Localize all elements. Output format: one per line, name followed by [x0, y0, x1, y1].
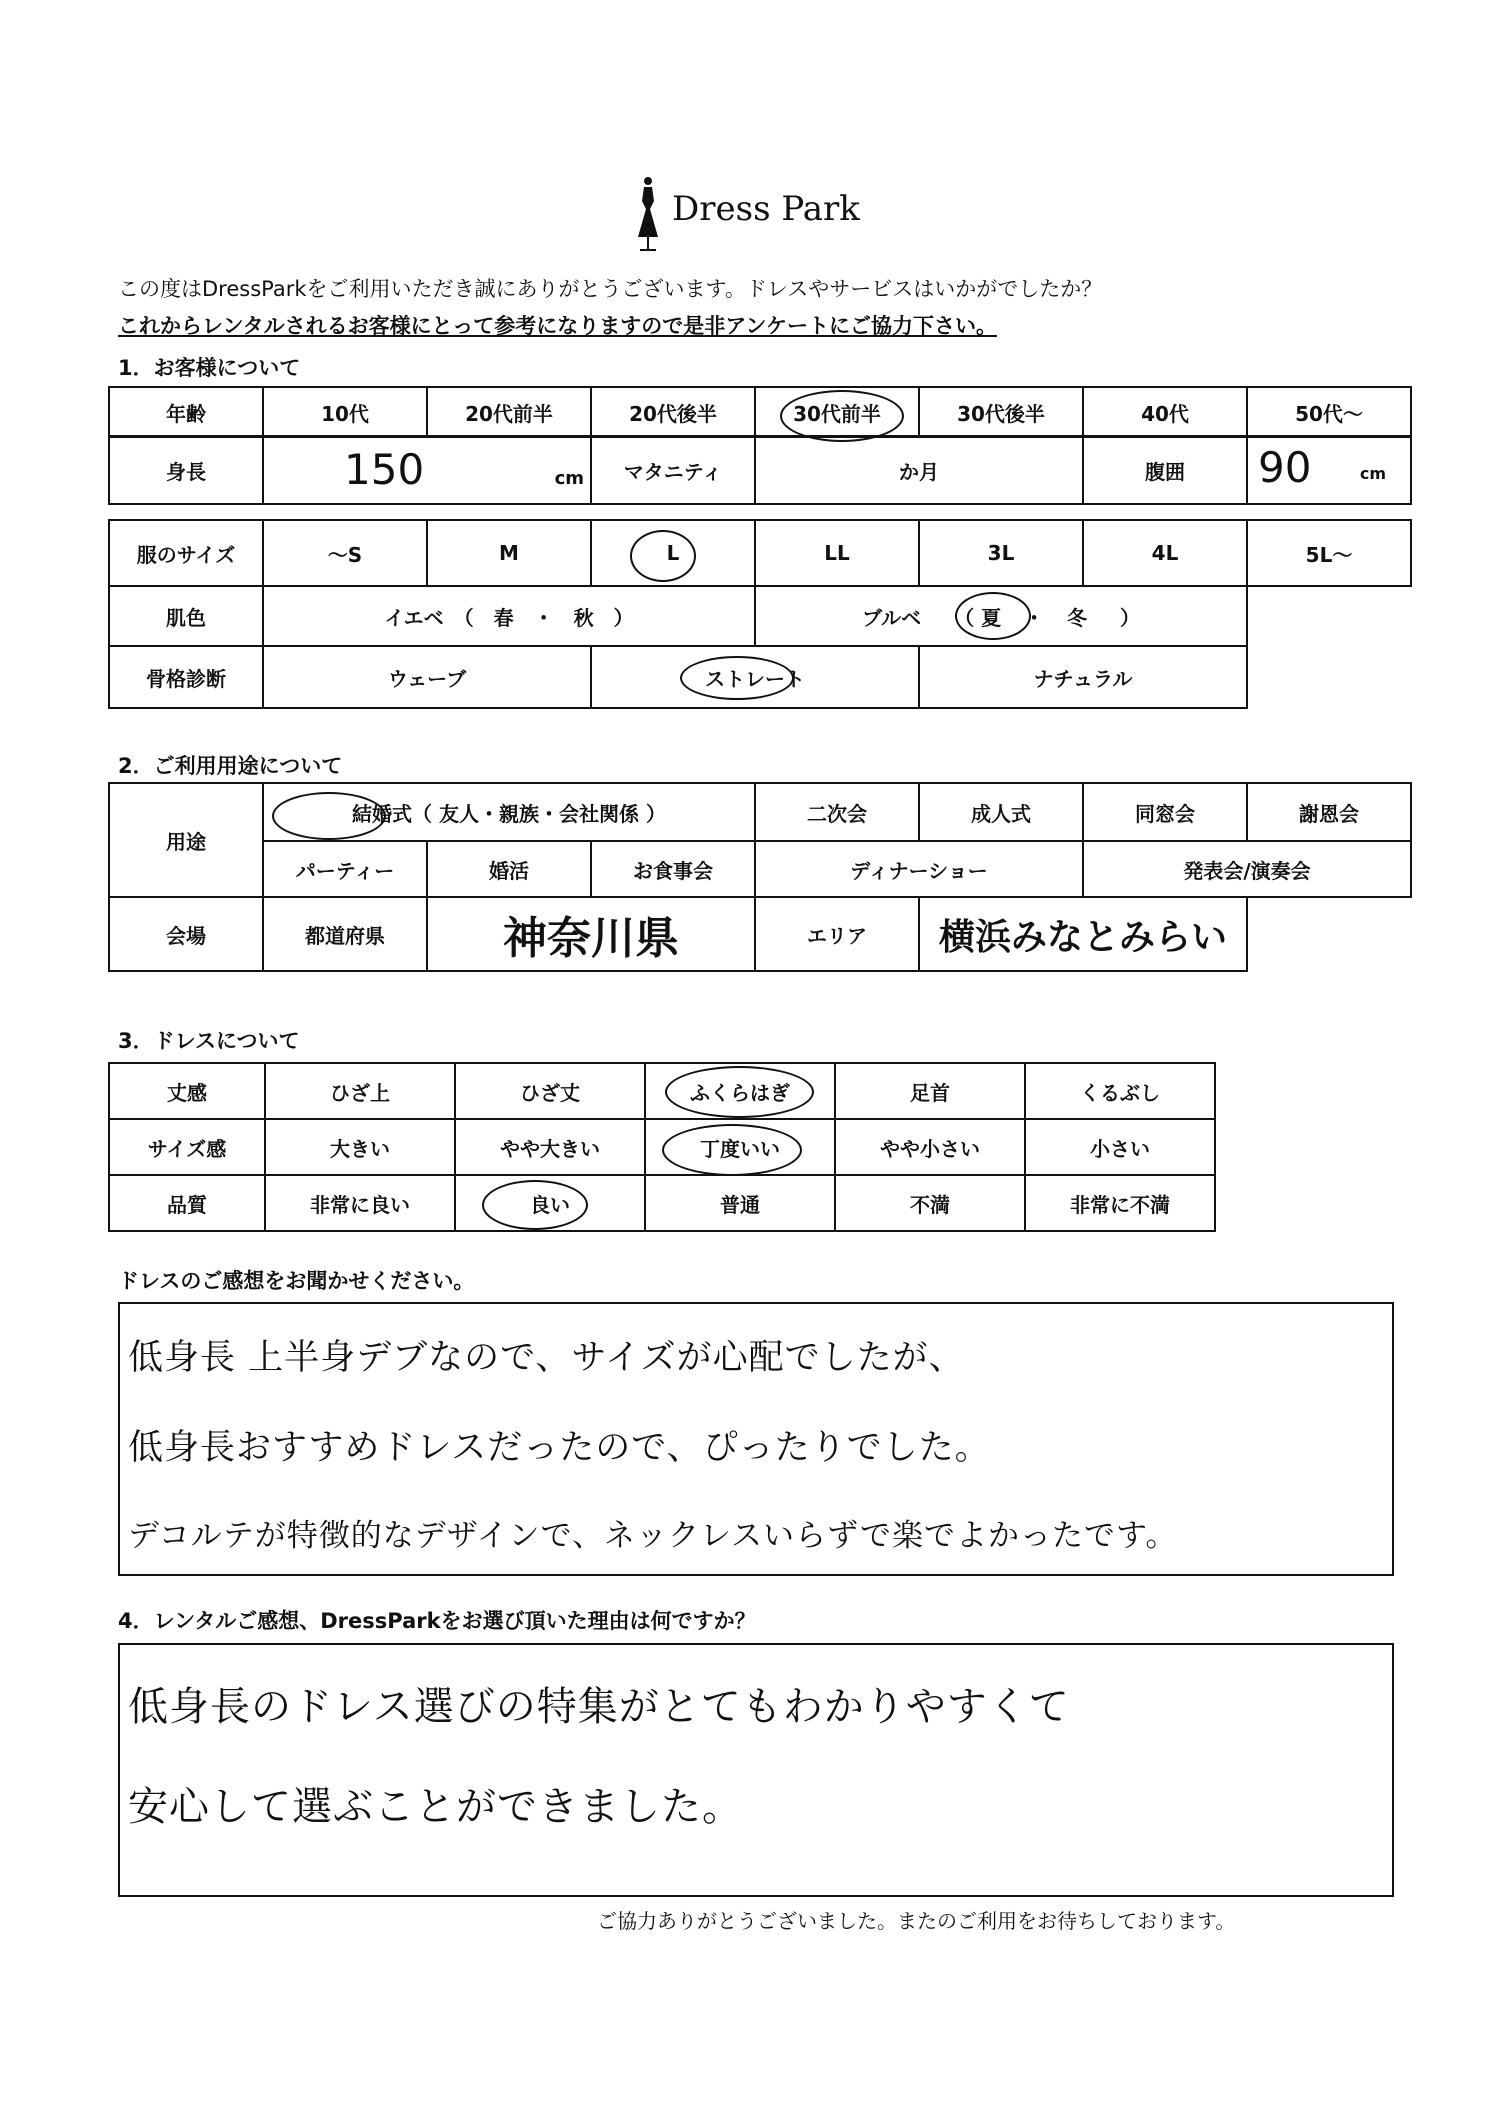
purpose-option[interactable]: 謝恩会 [1247, 783, 1411, 841]
fit-option[interactable]: やや大きい [455, 1119, 645, 1175]
size-option[interactable]: 4L [1083, 520, 1247, 586]
purpose-option[interactable]: 発表会/演奏会 [1083, 841, 1411, 897]
size-option[interactable]: ～S [263, 520, 427, 586]
purpose-table [108, 782, 1412, 898]
purpose-wedding: 結婚式 [352, 801, 413, 826]
area-label: エリア [755, 897, 919, 971]
height-label: 身長 [109, 436, 263, 504]
skin-label: 肌色 [109, 586, 263, 646]
section4-title: 4．レンタルご感想、DressParkをお選び頂いた理由は何ですか？ [118, 1609, 756, 1633]
length-option[interactable]: 足首 [835, 1063, 1025, 1119]
dress-table [108, 1062, 1216, 1232]
frame-option[interactable]: ウェーブ [263, 646, 591, 708]
waist-label: 腹囲 [1083, 436, 1247, 504]
purpose-option[interactable]: ディナーショー [755, 841, 1083, 897]
dress-form-icon [630, 175, 666, 255]
skin-blue-winter: 冬 [1067, 605, 1088, 630]
size-label: 服のサイズ [109, 520, 263, 586]
length-option[interactable]: ひざ丈 [455, 1063, 645, 1119]
purpose-option[interactable]: パーティー [263, 841, 427, 897]
purpose-label: 用途 [109, 783, 263, 897]
frame-option-selected[interactable]: ストレート [591, 646, 919, 708]
prefecture-label: 都道府県 [263, 897, 427, 971]
quality-option-selected[interactable]: 良い [455, 1175, 645, 1231]
fit-option[interactable]: 小さい [1025, 1119, 1215, 1175]
height-table [108, 435, 1412, 505]
prefecture-value[interactable]: 神奈川県 [427, 897, 755, 971]
height-field[interactable] [263, 436, 591, 504]
skin-blue-paren: ） [1120, 605, 1141, 630]
impressions-title: ドレスのご感想をお聞かせください。 [118, 1269, 475, 1293]
section2-title: 2．ご利用用途について [118, 754, 343, 778]
fit-label: サイズ感 [109, 1119, 265, 1175]
dresspark-logo [630, 175, 890, 255]
section3-title: 3．ドレスについて [118, 1029, 300, 1053]
age-option-selected[interactable]: 30代前半 [755, 387, 919, 437]
age-row [109, 387, 1411, 437]
footer-thanks: ご協力ありがとうございました。またのご利用をお待ちしております。 [597, 1909, 1236, 1933]
frame-label: 骨格診断 [109, 646, 263, 708]
frame-table [108, 645, 1251, 709]
impression-line: 低身長おすすめドレスだったので、ぴったりでした。 [128, 1428, 991, 1468]
age-option[interactable]: 30代後半 [919, 387, 1083, 437]
purpose-wedding-sub: （ 友人・親族・会社関係 ） [412, 801, 666, 826]
maternity-label: マタニティ [591, 436, 755, 504]
skin-blue-paren: （ [954, 605, 975, 630]
length-option-selected[interactable]: ふくらはぎ [645, 1063, 835, 1119]
age-option[interactable]: 20代前半 [427, 387, 591, 437]
reason-line: 安心して選ぶことができました。 [128, 1784, 743, 1830]
age-option[interactable]: 20代後半 [591, 387, 755, 437]
size-option[interactable]: M [427, 520, 591, 586]
area-value[interactable]: 横浜みなとみらい [919, 897, 1247, 971]
skin-blue-separator: ・ [1024, 605, 1045, 630]
size-option[interactable]: 3L [919, 520, 1083, 586]
venue-label: 会場 [109, 897, 263, 971]
purpose-option[interactable]: 同窓会 [1083, 783, 1247, 841]
intro-request: これからレンタルされるお客様にとって参考になりますので是非アンケートにご協力下さい。 [118, 314, 997, 338]
impression-line: デコルテが特徴的なデザインで、ネックレスいらずで楽でよかったです。 [128, 1518, 1178, 1554]
waist-value: 90 [1258, 443, 1312, 492]
intro-text: この度はDressParkをご利用いただき誠にありがとうございます。ドレスやサービスはいかがでしたか？ [118, 277, 1103, 301]
skin-blue-label: ブルベ [861, 605, 922, 630]
purpose-option[interactable]: お食事会 [591, 841, 755, 897]
fit-option[interactable]: やや小さい [835, 1119, 1025, 1175]
quality-option[interactable]: 非常に良い [265, 1175, 455, 1231]
size-option[interactable]: LL [755, 520, 919, 586]
purpose-wedding-option[interactable] [263, 783, 755, 841]
skin-yellow-option[interactable]: イエベ （ 春 ・ 秋 ） [263, 586, 755, 646]
frame-option[interactable]: ナチュラル [919, 646, 1247, 708]
skin-blue-summer: 夏 [981, 605, 1002, 630]
size-option-selected[interactable]: L [591, 520, 755, 586]
waist-field[interactable] [1247, 436, 1411, 504]
spacer [1247, 586, 1251, 646]
skin-blue-option[interactable] [755, 586, 1247, 646]
section1-title: 1．お客様について [118, 356, 301, 380]
maternity-months-field[interactable]: か月 [755, 436, 1083, 504]
age-option[interactable]: 50代～ [1247, 387, 1411, 437]
age-label: 年齢 [109, 387, 263, 437]
quality-label: 品質 [109, 1175, 265, 1231]
spacer [1247, 897, 1251, 971]
fit-option-selected[interactable]: 丁度いい [645, 1119, 835, 1175]
length-label: 丈感 [109, 1063, 265, 1119]
brand-name: Dress Park [672, 189, 860, 229]
length-option[interactable]: ひざ上 [265, 1063, 455, 1119]
reason-line: 低身長のドレス選びの特集がとてもわかりやすくて [128, 1684, 1070, 1730]
quality-option[interactable]: 不満 [835, 1175, 1025, 1231]
age-option[interactable]: 40代 [1083, 387, 1247, 437]
purpose-option[interactable]: 二次会 [755, 783, 919, 841]
purpose-option[interactable]: 婚活 [427, 841, 591, 897]
height-unit: cm [554, 468, 584, 489]
spacer [1247, 646, 1251, 708]
quality-option[interactable]: 非常に不満 [1025, 1175, 1215, 1231]
impression-line: 低身長 上半身デブなので、サイズが心配でしたが、 [128, 1338, 965, 1378]
skin-table [108, 585, 1251, 647]
size-option[interactable]: 5L～ [1247, 520, 1411, 586]
age-option[interactable]: 10代 [263, 387, 427, 437]
quality-option[interactable]: 普通 [645, 1175, 835, 1231]
size-table [108, 519, 1412, 587]
customer-table [108, 386, 1412, 438]
height-value: 150 [344, 445, 425, 494]
waist-unit: cm [1359, 464, 1386, 483]
length-option[interactable]: くるぶし [1025, 1063, 1215, 1119]
fit-option[interactable]: 大きい [265, 1119, 455, 1175]
purpose-option[interactable]: 成人式 [919, 783, 1083, 841]
venue-table [108, 896, 1251, 972]
